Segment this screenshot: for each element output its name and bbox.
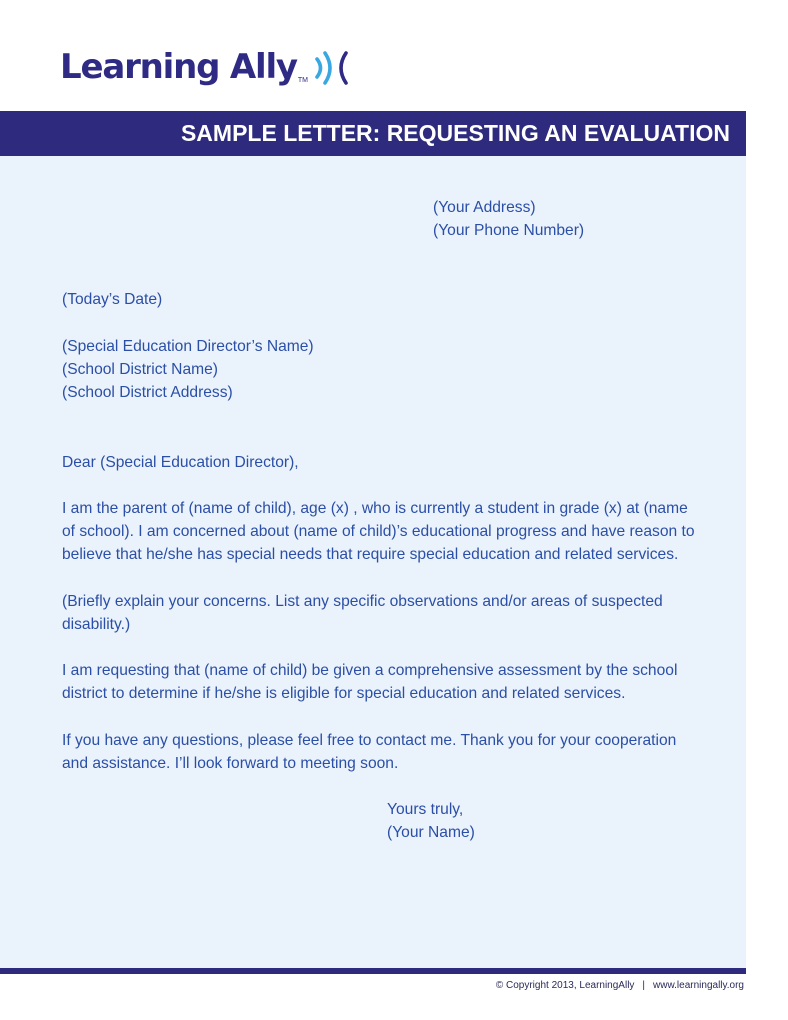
recipient-district: (School District Name): [62, 361, 218, 378]
letter-date: (Today’s Date): [62, 291, 163, 308]
paragraph-line: believe that he/she has special needs that require special education and related services.: [62, 546, 679, 563]
closing: Yours truly,: [387, 801, 464, 818]
paragraph-line: If you have any questions, please feel free to contact me. Thank you for your cooperation: [62, 732, 677, 749]
title-banner: [0, 111, 746, 156]
paragraph-line: and assistance. I’ll look forward to meeting soon.: [62, 755, 399, 772]
sender-phone: (Your Phone Number): [433, 222, 585, 239]
logo-trademark: TM: [297, 77, 308, 84]
copyright-text: © Copyright 2013, LearningAlly: [495, 980, 635, 991]
sender-address: (Your Address): [433, 199, 536, 216]
sound-waves-icon: [312, 47, 352, 89]
paragraph-line: disability.): [62, 616, 131, 633]
footer-separator: |: [642, 980, 646, 991]
paragraph-line: I am requesting that (name of child) be given a comprehensive assessment by the school: [62, 662, 678, 679]
salutation: Dear (Special Education Director),: [62, 454, 299, 471]
paragraph-line: (Briefly explain your concerns. List any specific observations and/or areas of suspected: [62, 593, 663, 610]
signature: (Your Name): [387, 824, 475, 841]
footer: [496, 980, 744, 991]
learning-ally-logo: [60, 42, 352, 92]
footer-divider: [0, 968, 746, 974]
recipient-name: (Special Education Director’s Name): [62, 338, 314, 355]
recipient-address: (School District Address): [62, 384, 233, 401]
paragraph-line: I am the parent of (name of child), age (x) , who is currently a student in grade (x) at (name: [62, 500, 688, 517]
page-title: SAMPLE LETTER: REQUESTING AN EVALUATION: [180, 120, 730, 146]
logo-wordmark: Learning Ally: [60, 47, 297, 87]
website-link[interactable]: www.learningally.org: [653, 980, 744, 991]
paragraph-line: of school). I am concerned about (name of child)’s educational progress and have reason to: [62, 523, 695, 540]
paragraph-line: district to determine if he/she is eligible for special education and related services.: [62, 685, 626, 702]
